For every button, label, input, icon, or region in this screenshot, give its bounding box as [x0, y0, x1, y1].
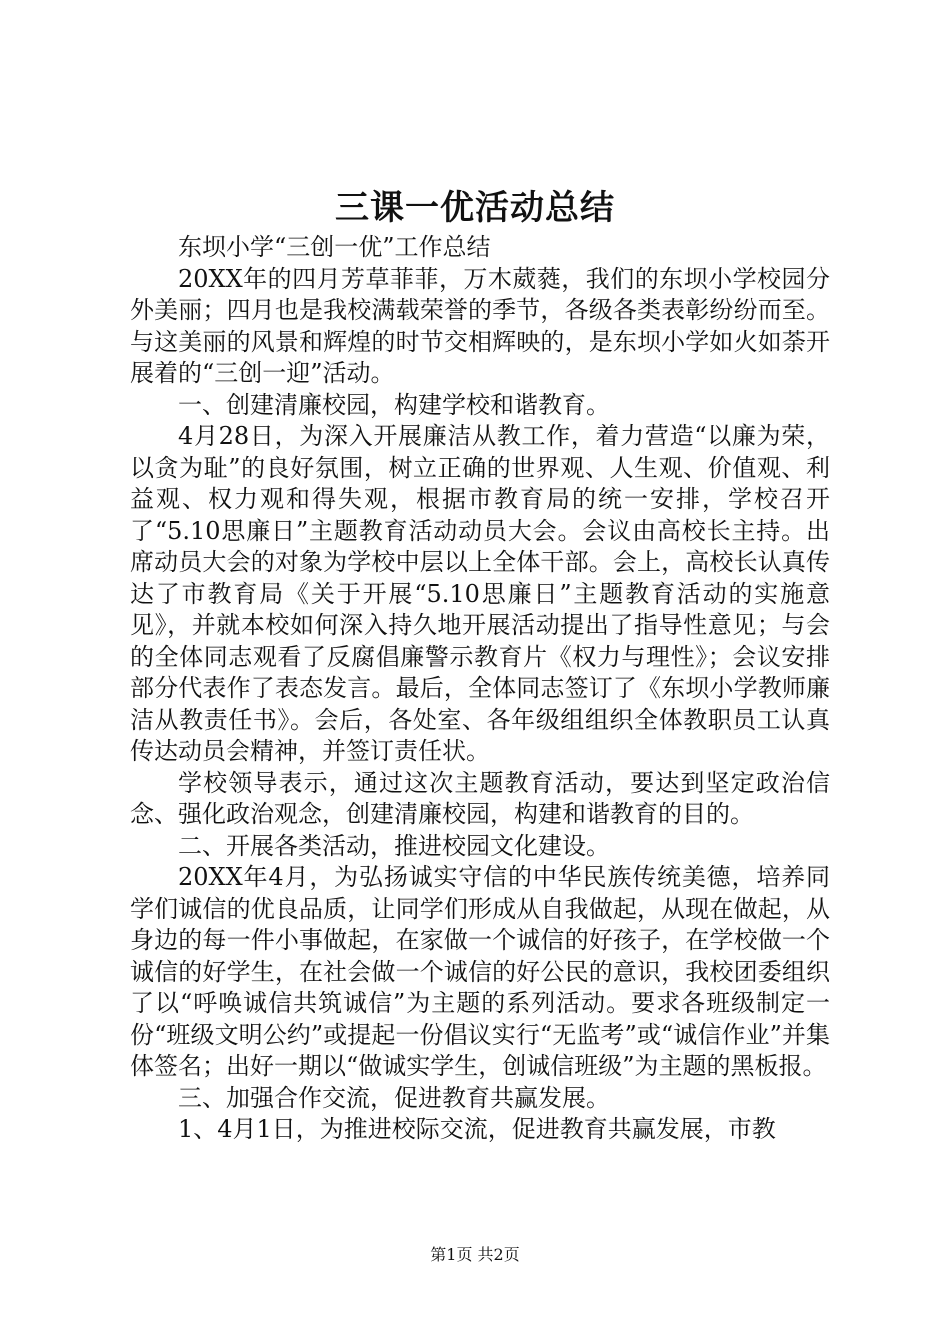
paragraph-subtitle: 东坝小学“三创一优”工作总结 — [178, 233, 491, 261]
page-footer: 第1页 共2页 — [430, 1245, 520, 1264]
section-heading-2: 二、开展各类活动，推进校园文化建设。 — [178, 831, 610, 860]
paragraph-section-2: 20XX年4月，为弘扬诚实守信的中华民族传统美德，培养同学们诚信的优良品质，让同学们形成从自我做起，从现在做起，从身边的每一件小事做起，在家做一个诚信的好孩子，在学校做一个诚信的好学生，在社会做一个诚信的好公民的意识，我校团委组织了以“呼唤诚信共筑诚信”为主题的系列活动。要求各班级制定一份“班级文明公约”或提起一份倡议实行“无监考”或“诚信作业”并集体签名；出好一期以“做诚实学生，创诚信班级”为主题的黑板报。 — [130, 863, 830, 1080]
paragraph-intro: 20XX年的四月芳草菲菲，万木葳蕤，我们的东坝小学校园分外美丽；四月也是我校满载荣誉的季节，各级各类表彰纷纷而至。与这美丽的风景和辉煌的时节交相辉映的，是东坝小学如火如荼开展着的“三创一迎”活动。 — [130, 264, 830, 387]
section-heading-3: 三、加强合作交流，促进教育共赢发展。 — [178, 1083, 610, 1112]
paragraph-section-1-conclusion: 学校领导表示，通过这次主题教育活动，要达到坚定政治信念、强化政治观念，创建清廉校园，构建和谐教育的目的。 — [130, 768, 830, 828]
document-title: 三课一优活动总结 — [335, 188, 615, 228]
document-body — [130, 232, 830, 1146]
paragraph-section-1: 4月28日，为深入开展廉洁从教工作，着力营造“以廉为荣，以贪为耻”的良好氛围，树立正确的世界观、人生观、价值观、利益观、权力观和得失观，根据市教育局的统一安排，学校召开了“5.10思廉日”主题教育活动动员大会。会议由高校长主持。出席动员大会的对象为学校中层以上全体干部。会上，高校长认真传达了市教育局《关于开展“5.10思廉日”主题教育活动的实施意见》，并就本校如何深入持久地开展活动提出了指导性意见；与会的全体同志观看了反腐倡廉警示教育片《权力与理性》；会议安排部分代表作了表态发言。最后，全体同志签订了《东坝小学教师廉洁从教责任书》。会后，各处室、各年级组组织全体教职员工认真传达动员会精神，并签订责任状。 — [130, 422, 830, 765]
section-heading-1: 一、创建清廉校园，构建学校和谐教育。 — [178, 390, 610, 419]
paragraph-section-3-item-1: 1、4月1日，为推进校际交流，促进教育共赢发展，市教 — [178, 1115, 776, 1143]
